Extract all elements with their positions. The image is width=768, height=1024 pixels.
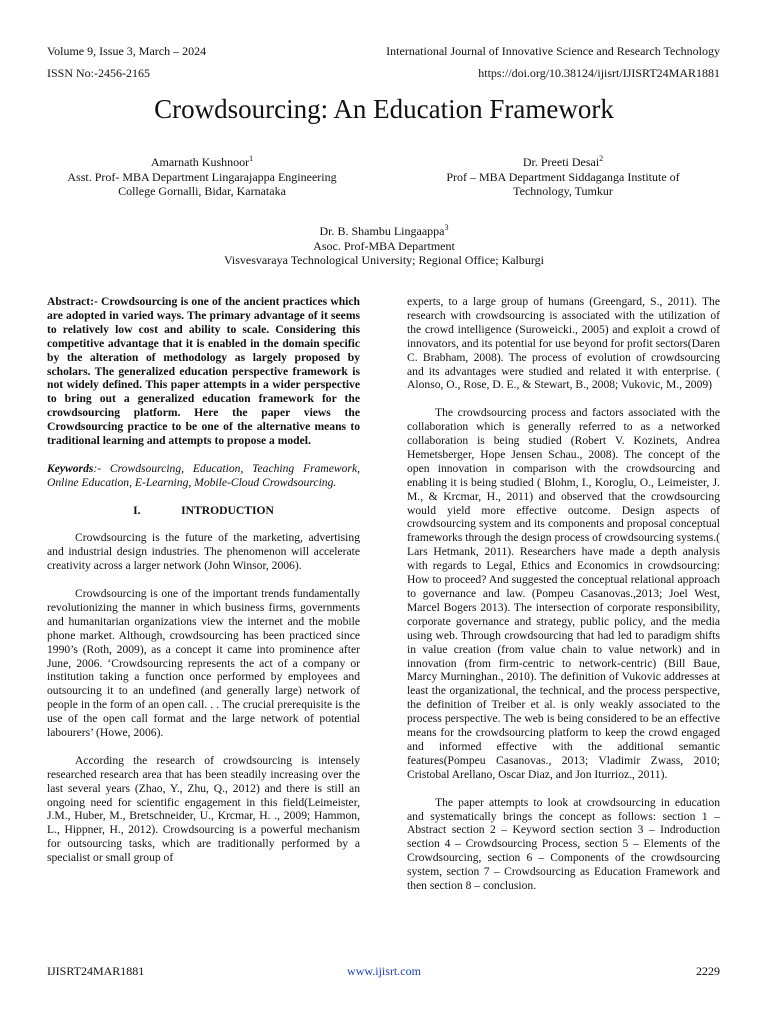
footer-paper-id: IJISRT24MAR1881 [47,964,145,978]
paragraph: Crowdsourcing is one of the important trends fundamentally revolutionizing the manner in which business firms, governments and humanitarian organizations view the internet and the mobile phone market. Although, crowdsourcing has been practiced since 1990’s (Roth, 2009), as a concept it came into prominence after June, 2006. ‘Crowdsourcing represents the act of a company or institution taking a function once performed by employees and outsourcing it to an undefined (and generally large) network of people in the form of an open call. . . The crucial prerequisite is the use of the open call format and the large network of potential labourers’ (Howe, 2006). [47,586,360,740]
paragraph: The paper attempts to look at crowdsourcing in education and systematically brings the concept as follows: section 1 – Abstract section 2 – Keyword section section 3 – Indroduction section 4 – Crowdsourcing Process, section 5 – Elements of the Crowdsourcing, section 6 – Components of the crowdsourcing system, section 7 – Crowdsourcing as Education Framework and then section 8 – conclusion. [407,795,720,893]
abstract: Abstract:- Crowdsourcing is one of the ancient practices which are adopted in varied ways. The primary advantage of it seems to relatively low cost and ability to scale. Considering this competitive advantage that it is enabled in the domain specific by the alteration of methodology as largely proposed by scholars. The generalized education perspective framework is not widely defined. This paper attempts in a wider perspective to bring out a generalized education framework for the crowdsourcing platform. Here the paper views the Crowdsourcing practice to be one of the alternative means to traditional learning and attempts to propose a model. [47,295,360,448]
footer-website-link[interactable]: www.ijisrt.com [347,964,421,978]
left-column [47,295,360,865]
author-affiliation-line: Asoc. Prof-MBA Department [313,238,455,253]
author-block-2 [408,155,718,199]
paragraph: experts, to a large group of humans (Greengard, S., 2011). The research with crowdsourcing is associated with the utilization of the crowd intelligence (Suroweicki., 2005) and exploit a crowd of innovators, and its potential for use beyond for profit sectors(Daren C. Brabham, 2008). The process of evolution of crowdsourcing and its advantages were studied and related it with enterprise. ( Alonso, O., Rose, D. E., & Stewart, B., 2008; Vukovic, M., 2009) [407,295,720,392]
issn: ISSN No:-2456-2165 [47,66,151,80]
page-number: 2229 [696,964,720,978]
author-name: Dr. B. Shambu Lingaappa$^3$ [319,223,449,238]
author-affiliation-line: Prof – MBA Department Siddaganga Institute of [446,169,680,184]
author-affiliation-line: Technology, Tumkur [513,184,613,198]
author-name: Amarnath Kushnoor$^1$ [150,154,254,169]
paragraph: The crowdsourcing process and factors associated with the collaboration which is generally referred to as a networked collaboration is being studied (Robert V. Kozinets, Andrea Hemetsberger, Hope Jensen Schau., 2008). The concept of the open innovation in comparison with the crowdsourcing and enabling it is being studied ( Blohm, I., Koroglu, O., Leimeister, J. M., & Krcmar, H., 2011) and observed that the crowdsourcing would yield more effective outcome. Design aspects of crowdsourcing system and its components and proposal conceptual frameworks through the design process of crowdsourcing systems.( Lars Hetmank, 2011). Researchers have made a depth analysis with regards to Legal, Ethics and Economics in crowdsourcing: How to proceed? And suggested the conceptual relational approach to governance and law. (Pompeu Casanovas.,2013; Joel West, Marcel Bogers 2013). The intersection of corporate responsibility, corporate governance and strategy, public policy, and the media using web. Through crowdsourcing that had led to paradigm shifts in value creation (from value chain to value network) and in innovation (from firm-centric to network-centric) (Bill Baue, Marcy Murninghan., 2010). The definition of Vukovic addresses at least the organizational, the technical, and the process perspective, the definition of Treiber et al. is only weakly associated to the process perspective. The web is being considered to be an effective means for the crowdsourcing platform to keep the crowd engaged and informed effective with the additional semantic features(Pompeu Casanovas., 2013; Vladimir Zwass, 2010; Cristobal Arellano, Oscar Diaz, and Jon Iturrioz., 2011). [407,406,720,781]
doi-link[interactable]: https://doi.org/10.38124/ijisrt/IJISRT24MAR1881 [478,66,720,80]
author-affiliation-line: College Gornalli, Bidar, Karnataka [118,184,286,198]
section-heading: I. INTRODUCTION [133,503,274,517]
keywords: Keywords:- Crowdsourcing, Education, Teaching Framework, Online Education, E-Learning, Mobile-Cloud Crowdsourcing. [47,461,360,489]
author-block-3 [0,224,768,268]
author-block-1 [47,155,357,199]
paragraph: Crowdsourcing is the future of the marketing, advertising and industrial design industries. The phenomenon will accelerate creativity across a larger network (John Winsor, 2006). [47,531,360,573]
author-name: Dr. Preeti Desai$^2$ [522,154,604,169]
author-affiliation-line: Asst. Prof- MBA Department Lingarajappa Engineering [67,169,337,184]
paper-title: Crowdsourcing: An Education Framework [154,94,614,124]
journal-name: International Journal of Innovative Science and Research Technology [386,44,720,58]
author-affiliation-line: Visvesvaraya Technological University; Regional Office; Kalburgi [223,253,545,267]
right-column [407,295,720,893]
volume-info: Volume 9, Issue 3, March – 2024 [47,44,207,58]
paragraph: According the research of crowdsourcing is intensely researched research area that has been steadily increasing over the last several years (Zhao, Y., Zhu, Q., 2012) and there is still an ongoing need for scientific engagement in this field(Leimeister, J.M., Huber, M., Bretschneider, U., Krcmar, H. ., 2009; Hammon, L., Hippner, H., 2012). Crowdsourcing is a powerful mechanism for outsourcing tasks, which are traditionally performed by a specialist or small group of [47,753,360,865]
